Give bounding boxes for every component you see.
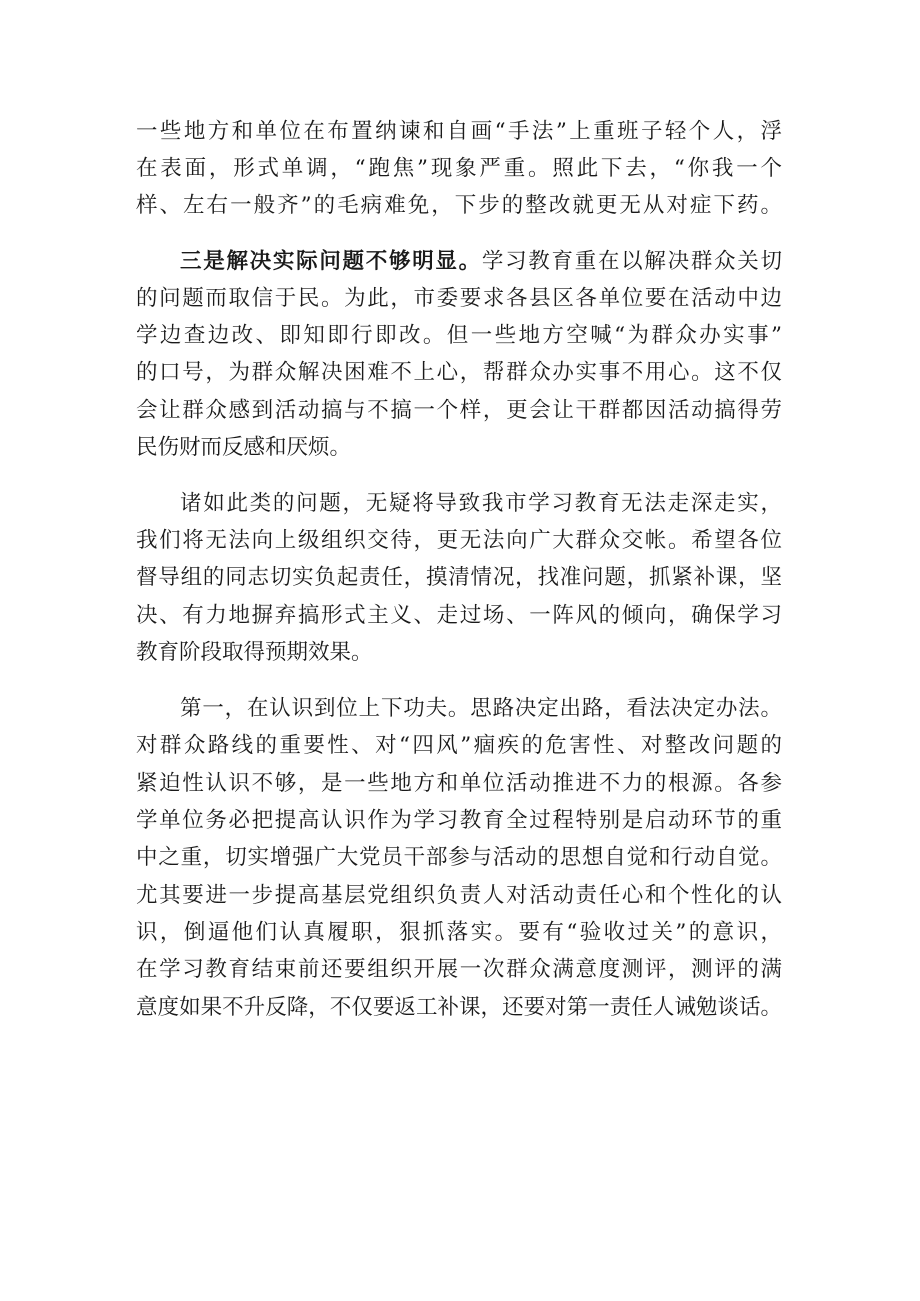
text-line: 会让群众感到活动搞与不搞一个样，更会让干群都因活动搞得劳 — [136, 398, 782, 423]
text-line: 样、左右一般齐”的毛病难免，下步的整改就更无从对症下药。 — [136, 193, 782, 218]
text-span: 学习教育重在以解决群众关切 — [481, 249, 782, 274]
text-line: 紧迫性认识不够，是一些地方和单位活动推进不力的根源。各参 — [136, 771, 782, 796]
text-line: 尤其要进一步提高基层党组织负责人对活动责任心和个性化的认 — [136, 883, 782, 908]
text-line: 民伤财而反感和厌烦。 — [136, 435, 352, 460]
text-line: 在学习教育结束前还要组织开展一次群众满意度测评，测评的满 — [136, 957, 782, 982]
text-line: 第一，在认识到位上下功夫。思路决定出路，看法决定办法。 — [180, 696, 782, 721]
text-line: 识，倒逼他们认真履职，狠抓落实。要有“验收过关”的意识， — [136, 920, 782, 945]
text-line: 学边查边改、即知即行即改。但一些地方空喊“为群众办实事” — [136, 323, 782, 348]
text-line: 督导组的同志切实负起责任，摸清情况，找准问题，抓紧补课，坚 — [136, 565, 782, 590]
text-line: 中之重，切实增强广大党员干部参与活动的思想自觉和行动自觉。 — [136, 845, 782, 870]
text-line: 的问题而取信于民。为此，市委要求各县区各单位要在活动中边 — [136, 286, 782, 311]
text-line: 我们将无法向上级组织交待，更无法向广大群众交帐。希望各位 — [136, 528, 782, 553]
paragraph-heading: 三是解决实际问题不够明显。 — [180, 249, 482, 274]
text-line: 对群众路线的重要性、对“四风”痼疾的危害性、对整改问题的 — [136, 733, 782, 758]
text-line: 意度如果不升反降，不仅要返工补课，还要对第一责任人诫勉谈话。 — [136, 995, 782, 1020]
text-line: 学单位务必把提高认识作为学习教育全过程特别是启动环节的重 — [136, 808, 782, 833]
text-line: 的口号，为群众解决困难不上心，帮群众办实事不用心。这不仅 — [136, 360, 782, 385]
text-line: 一些地方和单位在布置纳谏和自画“手法”上重班子轻个人，浮 — [136, 119, 782, 144]
text-line: 决、有力地摒弃搞形式主义、走过场、一阵风的倾向，确保学习 — [136, 603, 782, 628]
text-line: 诸如此类的问题，无疑将导致我市学习教育无法走深走实， — [180, 491, 782, 516]
text-line: 在表面，形式单调，“跑焦”现象严重。照此下去，“你我一个 — [136, 156, 782, 181]
text-line: 教育阶段取得预期效果。 — [136, 640, 373, 665]
paragraph-heading-line — [180, 248, 782, 276]
